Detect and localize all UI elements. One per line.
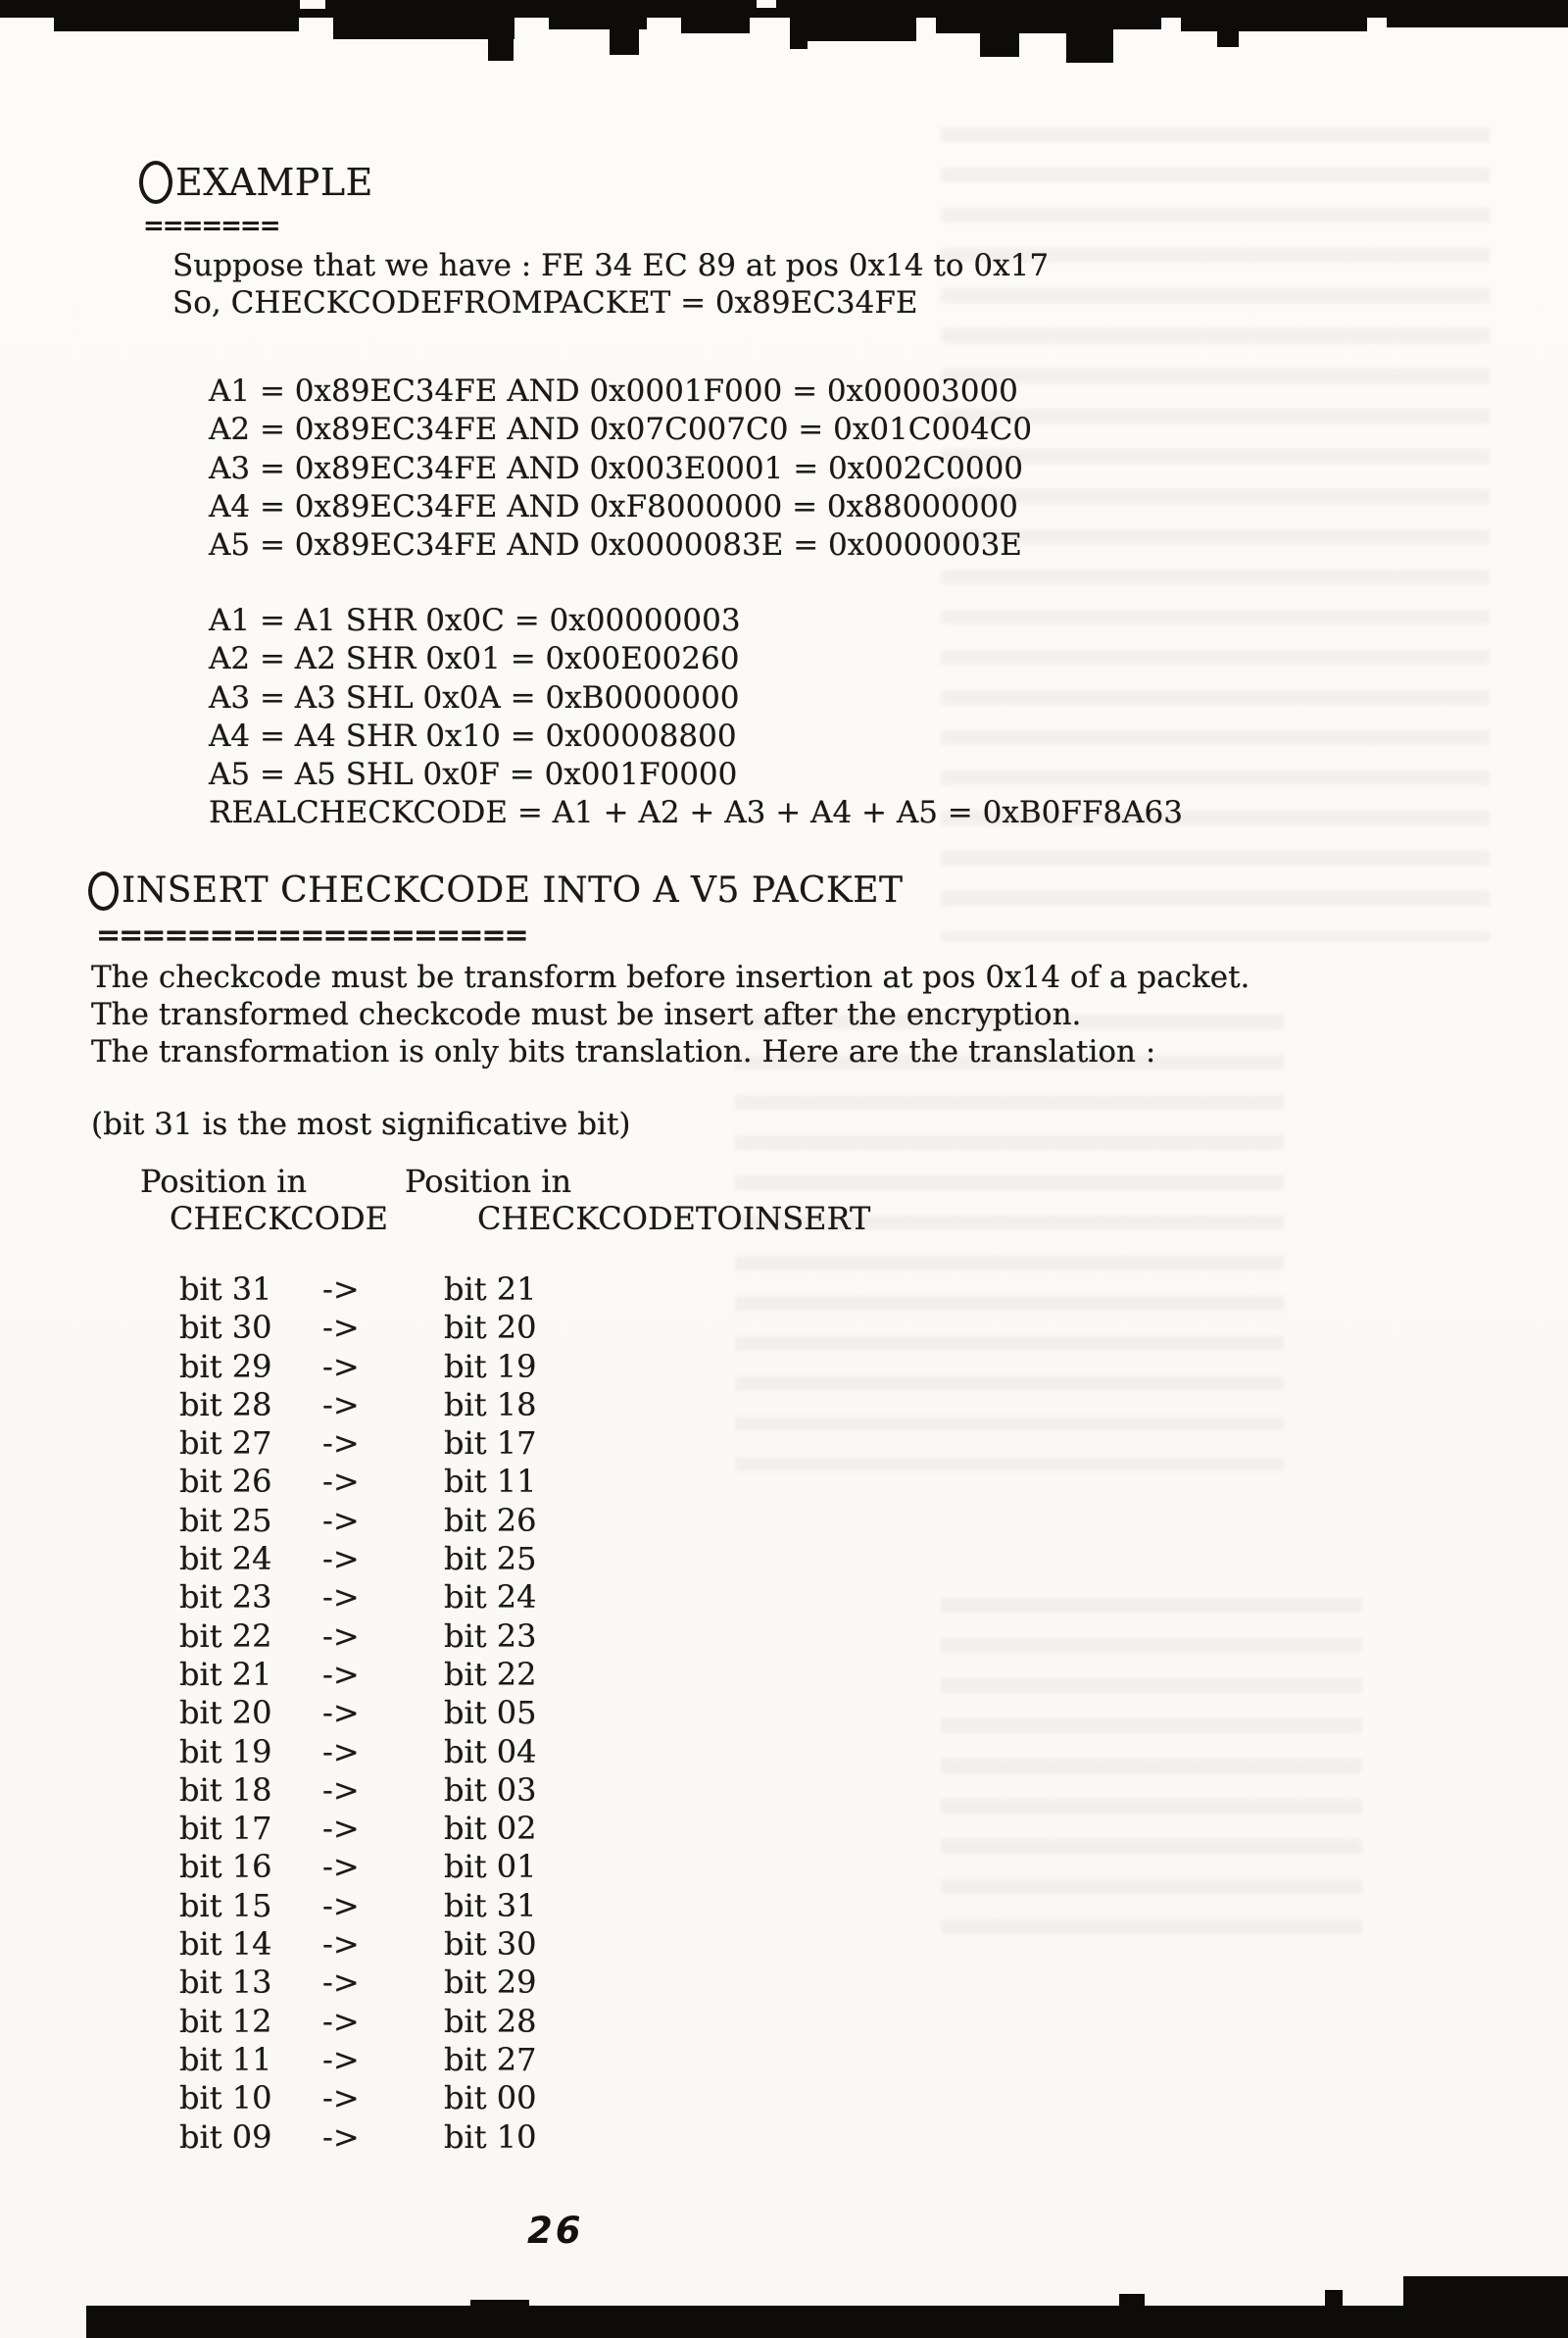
checkcode-bit-cell: bit 20 (179, 1694, 272, 1732)
scan-bar-strip (86, 2306, 1568, 2338)
formula-line: A3 = 0x89EC34FE AND 0x003E0001 = 0x002C0000 (209, 450, 1024, 486)
table-row (0, 1578, 882, 1617)
checkcodetoinsert-bit-cell: bit 01 (444, 1848, 537, 1886)
shift-lines (209, 602, 1183, 794)
scan-bar-tooth (681, 0, 750, 33)
checkcodetoinsert-bit-cell: bit 22 (444, 1655, 537, 1693)
checkcodetoinsert-bit-cell: bit 18 (444, 1385, 537, 1423)
insert-body (91, 959, 1250, 1070)
arrow-glyph: -> (322, 1463, 360, 1501)
scan-bar-tooth (1181, 0, 1367, 31)
arrow-glyph: -> (322, 1886, 360, 1924)
table-row (0, 1656, 882, 1694)
arrow-glyph: -> (322, 1309, 360, 1347)
scan-bar-tooth (1119, 2294, 1145, 2308)
checkcode-bit-cell: bit 14 (179, 1925, 272, 1964)
checkcodetoinsert-bit-cell: bit 10 (444, 2117, 537, 2156)
formula-line: A4 = 0x89EC34FE AND 0xF8000000 = 0x88000000 (209, 488, 1018, 524)
checkcodetoinsert-bit-cell: bit 05 (444, 1694, 537, 1732)
checkcodetoinsert-bit-cell: bit 02 (444, 1810, 537, 1848)
arrow-glyph: -> (322, 1810, 360, 1848)
text-line: The checkcode must be transform before insertion at pos 0x14 of a packet. (91, 960, 1250, 995)
checkcode-bit-cell: bit 23 (179, 1578, 272, 1617)
arrow-glyph: -> (322, 1424, 360, 1463)
table-row (0, 1925, 882, 1964)
arrow-glyph: -> (322, 2040, 360, 2078)
checkcode-bit-cell: bit 21 (179, 1655, 272, 1693)
arrow-glyph: -> (322, 2117, 360, 2156)
formula-line: A5 = A5 SHL 0x0F = 0x001F0000 (209, 757, 738, 793)
table-row (0, 2118, 882, 2157)
table-row (0, 1733, 882, 1771)
col1-header-line2: CHECKCODE (170, 1200, 389, 1237)
checkcodetoinsert-bit-cell: bit 29 (444, 1964, 537, 2002)
formula-line: A3 = A3 SHL 0x0A = 0xB0000000 (209, 679, 740, 716)
checkcodetoinsert-bit-cell: bit 25 (444, 1540, 537, 1578)
insert-heading-text: INSERT CHECKCODE INTO A V5 PACKET (122, 871, 904, 911)
checkcode-bit-cell: bit 10 (179, 2079, 272, 2117)
formula-line: A4 = A4 SHR 0x10 = 0x00008800 (209, 718, 737, 754)
arrow-glyph: -> (322, 2079, 360, 2117)
table-row (0, 1964, 882, 2002)
example-heading-underline: ======= (143, 212, 279, 241)
checkcode-bit-cell: bit 16 (179, 1848, 272, 1886)
checkcode-bit-cell: bit 22 (179, 1617, 272, 1655)
text-line: The transformation is only bits translation. Here are the translation : (91, 1034, 1156, 1070)
checkcode-bit-cell: bit 09 (179, 2117, 272, 2156)
checkcodetoinsert-bit-cell: bit 26 (444, 1501, 537, 1539)
table-row (0, 2079, 882, 2117)
show-through-text-artifact (941, 1598, 1362, 1951)
checkcode-bit-cell: bit 13 (179, 1964, 272, 2002)
table-row (0, 1463, 882, 1501)
insert-heading (88, 871, 904, 911)
table-row (0, 1771, 882, 1810)
scan-bar-drip (610, 0, 639, 55)
scan-bar-tooth (470, 2300, 529, 2310)
checkcode-bit-cell: bit 25 (179, 1501, 272, 1539)
col2-header-line1: Position in (405, 1163, 572, 1200)
page-number: 26 (527, 2210, 584, 2252)
scan-bar-corner (1403, 2276, 1568, 2338)
realcheckcode-line: REALCHECKCODE = A1 + A2 + A3 + A4 + A5 = 0xB0FF8A63 (209, 795, 1183, 831)
checkcodetoinsert-bit-cell: bit 04 (444, 1732, 537, 1770)
text-line: The transformed checkcode must be insert after the encryption. (91, 997, 1082, 1032)
table-row (0, 1617, 882, 1656)
checkcode-bit-cell: bit 15 (179, 1886, 272, 1924)
arrow-glyph: -> (322, 1732, 360, 1770)
table-row (0, 1424, 882, 1463)
checkcodetoinsert-bit-cell: bit 00 (444, 2079, 537, 2117)
scan-bar-notch (757, 0, 776, 8)
checkcodetoinsert-bit-cell: bit 11 (444, 1463, 537, 1501)
example-intro (172, 247, 1049, 322)
checkcode-bit-cell: bit 28 (179, 1385, 272, 1423)
checkcode-bit-cell: bit 12 (179, 2002, 272, 2040)
table-row (0, 1270, 882, 1309)
checkcodetoinsert-bit-cell: bit 28 (444, 2002, 537, 2040)
checkcode-bit-cell: bit 17 (179, 1810, 272, 1848)
scan-bar-drip (790, 0, 808, 49)
checkcodetoinsert-bit-cell: bit 20 (444, 1309, 537, 1347)
scan-bar-tooth (1325, 2290, 1343, 2308)
scan-bar-drip (1217, 0, 1239, 47)
arrow-glyph: -> (322, 1770, 360, 1809)
table-row (0, 1348, 882, 1386)
significative-bit-note (91, 1106, 631, 1143)
scan-bar-tooth (804, 0, 916, 41)
checkcodetoinsert-bit-cell: bit 24 (444, 1578, 537, 1617)
table-row (0, 1309, 882, 1347)
table-row (0, 1540, 882, 1578)
example-heading (139, 161, 373, 204)
table-row (0, 1810, 882, 1848)
scan-bar-notch (300, 0, 325, 9)
table-row (0, 1386, 882, 1424)
arrow-glyph: -> (322, 1385, 360, 1423)
table-row (0, 1694, 882, 1732)
checkcodetoinsert-bit-cell: bit 03 (444, 1770, 537, 1809)
formula-line: A2 = A2 SHR 0x01 = 0x00E00260 (209, 641, 740, 677)
table-row (0, 1502, 882, 1540)
col2-header-line2: CHECKCODETOINSERT (477, 1200, 871, 1237)
formula-line: A5 = 0x89EC34FE AND 0x0000083E = 0x0000003E (209, 527, 1022, 564)
table-row (0, 1848, 882, 1886)
table-row (0, 2003, 882, 2041)
checkcode-bit-cell: bit 24 (179, 1540, 272, 1578)
checkcodetoinsert-bit-cell: bit 30 (444, 1925, 537, 1964)
arrow-glyph: -> (322, 1655, 360, 1693)
arrow-glyph: -> (322, 1617, 360, 1655)
text-line: (bit 31 is the most significative bit) (91, 1107, 631, 1142)
text-line: Suppose that we have : FE 34 EC 89 at pos 0x14 to 0x17 (172, 248, 1050, 283)
text-line: So, CHECKCODEFROMPACKET = 0x89EC34FE (172, 285, 918, 321)
checkcode-bit-cell: bit 11 (179, 2040, 272, 2078)
col1-header-line1: Position in (140, 1163, 308, 1200)
arrow-glyph: -> (322, 1270, 360, 1308)
arrow-glyph: -> (322, 1925, 360, 1964)
shift-operations-block (209, 602, 1183, 833)
checkcode-bit-cell: bit 27 (179, 1424, 272, 1463)
formula-line: A1 = A1 SHR 0x0C = 0x00000003 (209, 603, 741, 638)
scan-bar-drip (488, 0, 514, 61)
checkcode-bit-cell: bit 26 (179, 1463, 272, 1501)
checkcode-bit-cell: bit 18 (179, 1770, 272, 1809)
circle-bullet-icon (88, 871, 119, 911)
checkcode-bit-cell: bit 31 (179, 1270, 272, 1308)
arrow-glyph: -> (322, 1501, 360, 1539)
arrow-glyph: -> (322, 1694, 360, 1732)
checkcodetoinsert-bit-cell: bit 27 (444, 2040, 537, 2078)
checkcode-bit-cell: bit 29 (179, 1347, 272, 1385)
arrow-glyph: -> (322, 1540, 360, 1578)
checkcodetoinsert-bit-cell: bit 31 (444, 1886, 537, 1924)
arrow-glyph: -> (322, 2002, 360, 2040)
and-operations-block (209, 373, 1032, 565)
scan-bar-drip (980, 0, 1019, 57)
checkcode-bit-cell: bit 19 (179, 1732, 272, 1770)
scan-bar-tooth (54, 0, 299, 31)
checkcodetoinsert-bit-cell: bit 21 (444, 1270, 537, 1308)
circle-bullet-icon (139, 161, 172, 204)
checkcodetoinsert-bit-cell: bit 17 (444, 1424, 537, 1463)
bit-translation-table (0, 1270, 882, 2157)
checkcodetoinsert-bit-cell: bit 19 (444, 1347, 537, 1385)
arrow-glyph: -> (322, 1848, 360, 1886)
formula-line: A1 = 0x89EC34FE AND 0x0001F000 = 0x00003000 (209, 373, 1018, 409)
arrow-glyph: -> (322, 1347, 360, 1385)
checkcode-bit-cell: bit 30 (179, 1309, 272, 1347)
table-row (0, 2041, 882, 2079)
table-row (0, 1887, 882, 1925)
formula-line: A2 = 0x89EC34FE AND 0x07C007C0 = 0x01C004C0 (209, 412, 1033, 448)
scan-bar-drip (1066, 0, 1113, 63)
arrow-glyph: -> (322, 1578, 360, 1617)
checkcodetoinsert-bit-cell: bit 23 (444, 1617, 537, 1655)
example-heading-text: EXAMPLE (175, 161, 373, 204)
arrow-glyph: -> (322, 1964, 360, 2002)
scan-bar-tooth (1387, 0, 1568, 27)
insert-heading-underline: =================== (96, 919, 527, 953)
